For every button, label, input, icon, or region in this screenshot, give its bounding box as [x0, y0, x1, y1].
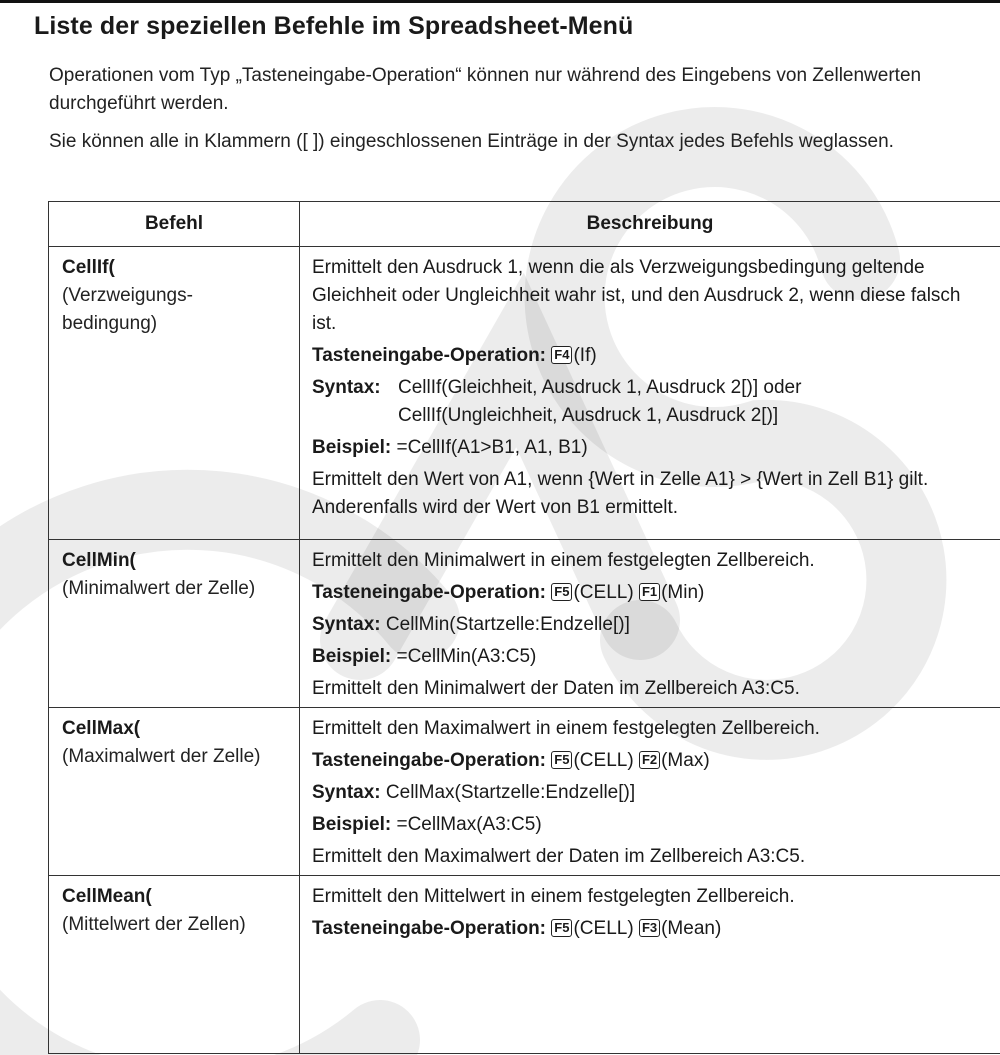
command-cell [49, 876, 300, 1054]
table-header-row [49, 202, 1000, 247]
f5-key-icon: F5 [551, 583, 572, 601]
summary-text: Ermittelt den Minimalwert in einem festgelegten Zellbereich. [312, 550, 815, 571]
f3-key-icon: F3 [639, 919, 660, 937]
result-text: Ermittelt den Maximalwert der Daten im Zellbereich A3:C5. [312, 846, 806, 867]
command-cell [49, 540, 300, 708]
f5-key-icon: F5 [551, 751, 572, 769]
syntax-block: Syntax: CellMax(Startzelle:Endzelle[)] [312, 782, 636, 803]
summary-text: Ermittelt den Mittelwert in einem festgelegten Zellbereich. [312, 886, 795, 907]
table-row [49, 876, 1000, 1054]
summary-text: Ermittelt den Ausdruck 1, wenn die als Verzweigungsbedingung geltende Gleichheit oder Ungleichheit wahr ist, und den Ausdruck 2, wenn diese falsch ist. [312, 257, 961, 334]
table-row [49, 247, 1000, 540]
f4-key-icon: F4 [551, 346, 572, 364]
command-description: (Mittelwert der Zellen) [62, 914, 246, 935]
command-table [48, 201, 1000, 1054]
command-description: (Verzweigungs- bedingung) [62, 285, 193, 334]
description-cell [300, 247, 1000, 540]
table-row [49, 708, 1000, 876]
intro-paragraph: Operationen vom Typ „Tasteneingabe-Operation“ können nur während des Eingebens von Zellenwerten durchgeführt werden. [49, 65, 922, 114]
description-cell [300, 876, 1000, 1054]
syntax-line: CellIf(Ungleichheit, Ausdruck 1, Ausdruck 2[)] [398, 405, 779, 426]
command-cell [49, 247, 300, 540]
f2-key-icon: F2 [639, 751, 660, 769]
f1-key-icon: F1 [639, 583, 660, 601]
summary-text: Ermittelt den Maximalwert in einem festgelegten Zellbereich. [312, 718, 820, 739]
example: Beispiel: =CellMin(A3:C5) [312, 646, 537, 667]
command-name: CellMin( [62, 550, 136, 571]
key-operation: Tasteneingabe-Operation: F4 (If) [312, 345, 597, 366]
table-row [49, 540, 1000, 708]
command-name: CellMax( [62, 718, 141, 739]
syntax-block: Syntax: CellIf(Gleichheit, Ausdruck 1, Ausdruck 2[)] oder CellIf(Ungleichheit, Ausdruck 1, Ausdruck 2[)] [312, 374, 988, 430]
command-name: CellMean( [62, 886, 152, 907]
page-title: Liste der speziellen Befehle im Spreadsheet-Menü [34, 12, 634, 40]
syntax-block: Syntax: CellMin(Startzelle:Endzelle[)] [312, 614, 630, 635]
key-operation: Tasteneingabe-Operation: F5 (CELL) F3 (Mean) [312, 918, 722, 939]
intro-paragraph: Sie können alle in Klammern ([ ]) eingeschlossenen Einträge in der Syntax jedes Befehls weglassen. [49, 131, 894, 152]
top-rule [0, 0, 1000, 3]
result-text: Ermittelt den Wert von A1, wenn {Wert in Zelle A1} > {Wert in Zell B1} gilt. Anderenfalls wird der Wert von B1 ermittelt. [312, 469, 929, 518]
example: Beispiel: =CellIf(A1>B1, A1, B1) [312, 437, 588, 458]
command-name: CellIf( [62, 257, 115, 278]
column-header-befehl: Befehl [49, 202, 300, 247]
description-cell [300, 708, 1000, 876]
key-operation: Tasteneingabe-Operation: F5 (CELL) F2 (Max) [312, 750, 710, 771]
example: Beispiel: =CellMax(A3:C5) [312, 814, 542, 835]
column-header-beschreibung: Beschreibung [300, 202, 1000, 247]
f5-key-icon: F5 [551, 919, 572, 937]
description-cell [300, 540, 1000, 708]
result-text: Ermittelt den Minimalwert der Daten im Zellbereich A3:C5. [312, 678, 800, 699]
key-operation: Tasteneingabe-Operation: F5 (CELL) F1 (Min) [312, 582, 705, 603]
command-description: (Minimalwert der Zelle) [62, 578, 256, 599]
command-cell [49, 708, 300, 876]
command-description: (Maximalwert der Zelle) [62, 746, 261, 767]
syntax-line: CellIf(Gleichheit, Ausdruck 1, Ausdruck 2[)] oder [398, 377, 802, 398]
